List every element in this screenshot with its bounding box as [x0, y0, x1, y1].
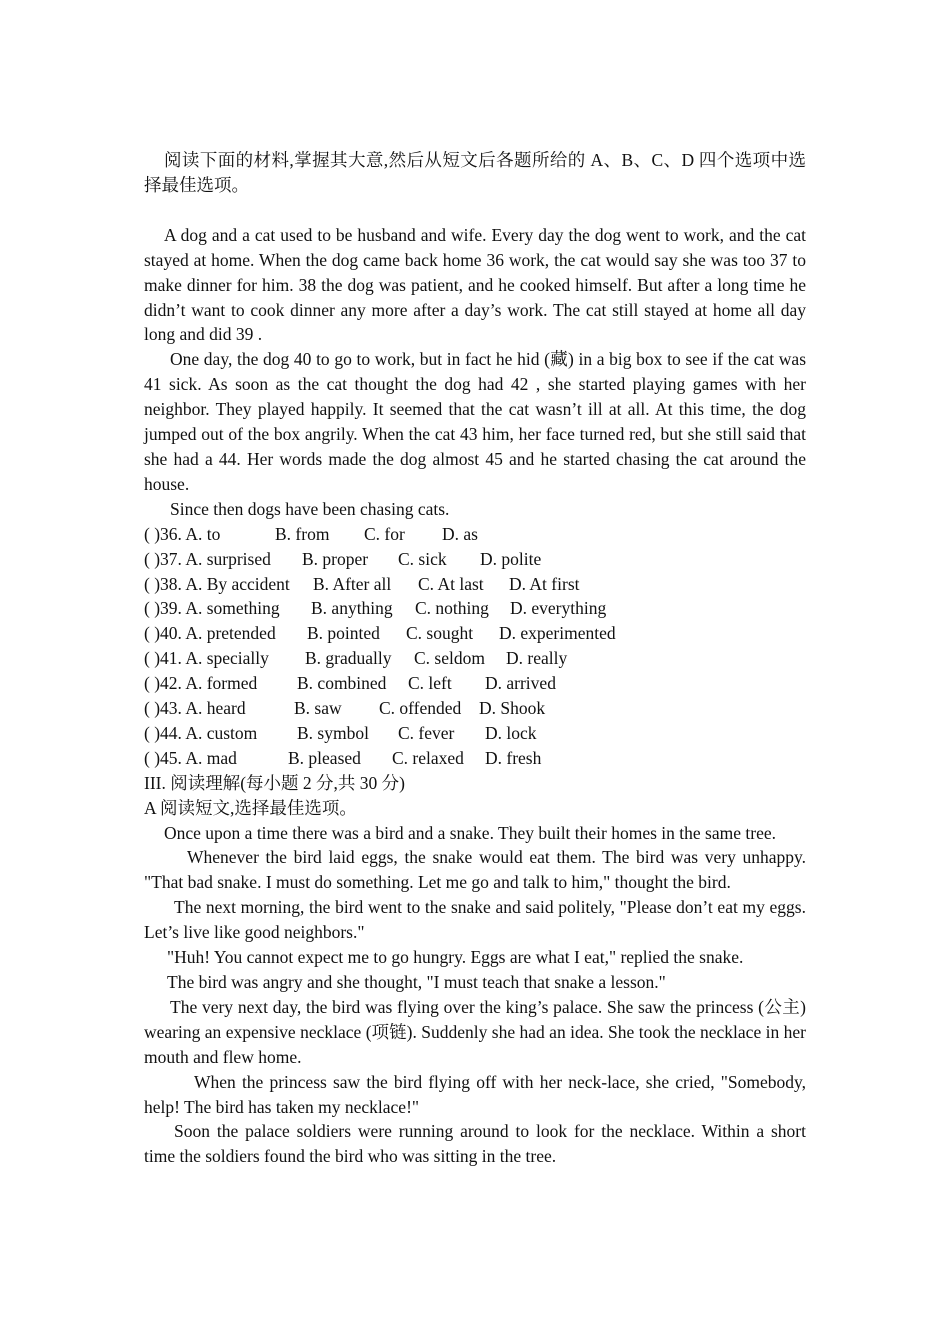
- question-prefix: ( )44. A. custom: [144, 722, 258, 743]
- question-37: [144, 547, 806, 572]
- question-44: [144, 721, 806, 746]
- reading-paragraph: The very next day, the bird was flying over the king’s palace. She saw the princess (公主) wearing an expensive necklace (项链). Suddenly she had an idea. She took the necklace in her mouth and flew home.: [144, 996, 806, 1067]
- option-b: B. saw: [294, 698, 342, 719]
- document-page: [144, 148, 806, 1169]
- option-d: D. At first: [509, 573, 580, 594]
- option-c: C. At last: [418, 573, 484, 594]
- option-b: B. After all: [313, 573, 392, 594]
- reading-paragraph: "Huh! You cannot expect me to go hungry. Eggs are what I eat," replied the snake.: [167, 947, 744, 968]
- question-prefix: ( )36. A. to: [144, 523, 221, 544]
- question-prefix: ( )45. A. mad: [144, 747, 237, 768]
- option-c: C. fever: [398, 722, 455, 743]
- option-c: C. relaxed: [392, 747, 464, 768]
- reading-paragraph: When the princess saw the bird flying off with her neck-lace, she cried, "Somebody, help! The bird has taken my necklace!": [144, 1071, 806, 1117]
- question-38: [144, 572, 806, 597]
- question-prefix: ( )43. A. heard: [144, 698, 246, 719]
- option-c: C. seldom: [414, 648, 485, 669]
- option-d: D. as: [442, 523, 478, 544]
- option-b: B. proper: [302, 548, 369, 569]
- cloze-paragraph: A dog and a cat used to be husband and wife. Every day the dog went to work, and the cat stayed at home. When the dog came back home 36 work, the cat would say she was too 37 to make dinner for him. 38 the dog was patient, and he cooked himself. But after a long time he didn’t want to cook dinner any more after a day’s work. The cat still stayed at home all day long and did 39 .: [144, 224, 806, 345]
- option-b: B. gradually: [305, 648, 392, 669]
- question-45: [144, 746, 806, 771]
- option-d: D. lock: [485, 722, 537, 743]
- option-b: B. pleased: [288, 747, 361, 768]
- option-b: B. combined: [297, 673, 387, 694]
- option-b: B. from: [275, 523, 330, 544]
- question-prefix: ( )41. A. specially: [144, 648, 269, 669]
- option-d: D. arrived: [485, 673, 556, 694]
- cloze-paragraph: Since then dogs have been chasing cats.: [170, 498, 450, 519]
- reading-paragraph: The next morning, the bird went to the snake and said politely, "Please don’t eat my eggs. Let’s live like good neighbors.": [144, 897, 806, 943]
- question-prefix: ( )37. A. surprised: [144, 548, 271, 569]
- reading-paragraph: Whenever the bird laid eggs, the snake would eat them. The bird was very unhappy. "That bad snake. I must do something. Let me go and talk to him," thought the bird.: [144, 847, 806, 893]
- option-d: D. really: [506, 648, 568, 669]
- option-c: C. nothing: [415, 598, 489, 619]
- option-d: D. polite: [480, 548, 542, 569]
- reading-paragraph: Once upon a time there was a bird and a snake. They built their homes in the same tree.: [164, 822, 776, 843]
- reading-paragraph: Soon the palace soldiers were running around to look for the necklace. Within a short time the soldiers found the bird who was sitting in the tree.: [144, 1121, 806, 1167]
- question-36: [144, 522, 806, 547]
- question-39: [144, 596, 806, 621]
- option-b: B. anything: [311, 598, 393, 619]
- question-list: [144, 522, 806, 771]
- question-42: [144, 671, 806, 696]
- section-subtitle: A 阅读短文,选择最佳选项。: [144, 797, 357, 818]
- question-prefix: ( )38. A. By accident: [144, 573, 290, 594]
- cloze-paragraph: One day, the dog 40 to go to work, but in fact he hid (藏) in a big box to see if the cat was 41 sick. As soon as the cat thought the dog had 42 , she started playing games with her neighbor. They played happily. It seemed that the cat wasn’t ill at all. At this time, the dog jumped out of the box angrily. When the cat 43 him, her face turned red, but she still said that she had a 44. Her words made the dog almost 45 and he started chasing the cat around the house.: [144, 349, 806, 494]
- option-d: D. fresh: [485, 747, 542, 768]
- option-b: B. symbol: [297, 722, 369, 743]
- section-title: III. 阅读理解(每小题 2 分,共 30 分): [144, 772, 406, 793]
- option-d: D. experimented: [499, 623, 616, 644]
- option-c: C. sought: [406, 623, 474, 644]
- option-c: C. left: [408, 673, 452, 694]
- spacer: [144, 198, 806, 223]
- reading-paragraph: The bird was angry and she thought, "I must teach that snake a lesson.": [167, 972, 666, 992]
- option-c: C. sick: [398, 548, 447, 569]
- option-d: D. Shook: [479, 698, 546, 719]
- option-c: C. for: [364, 523, 405, 544]
- cloze-instruction: 阅读下面的材料,掌握其大意,然后从短文后各题所给的 A、B、C、D 四个选项中选择最佳选项。: [144, 150, 806, 195]
- question-prefix: ( )42. A. formed: [144, 673, 258, 694]
- question-41: [144, 646, 806, 671]
- option-b: B. pointed: [307, 623, 380, 644]
- question-40: [144, 621, 806, 646]
- option-c: C. offended: [379, 698, 462, 719]
- question-prefix: ( )40. A. pretended: [144, 623, 276, 644]
- question-prefix: ( )39. A. something: [144, 598, 280, 619]
- option-d: D. everything: [510, 598, 607, 619]
- question-43: [144, 696, 806, 721]
